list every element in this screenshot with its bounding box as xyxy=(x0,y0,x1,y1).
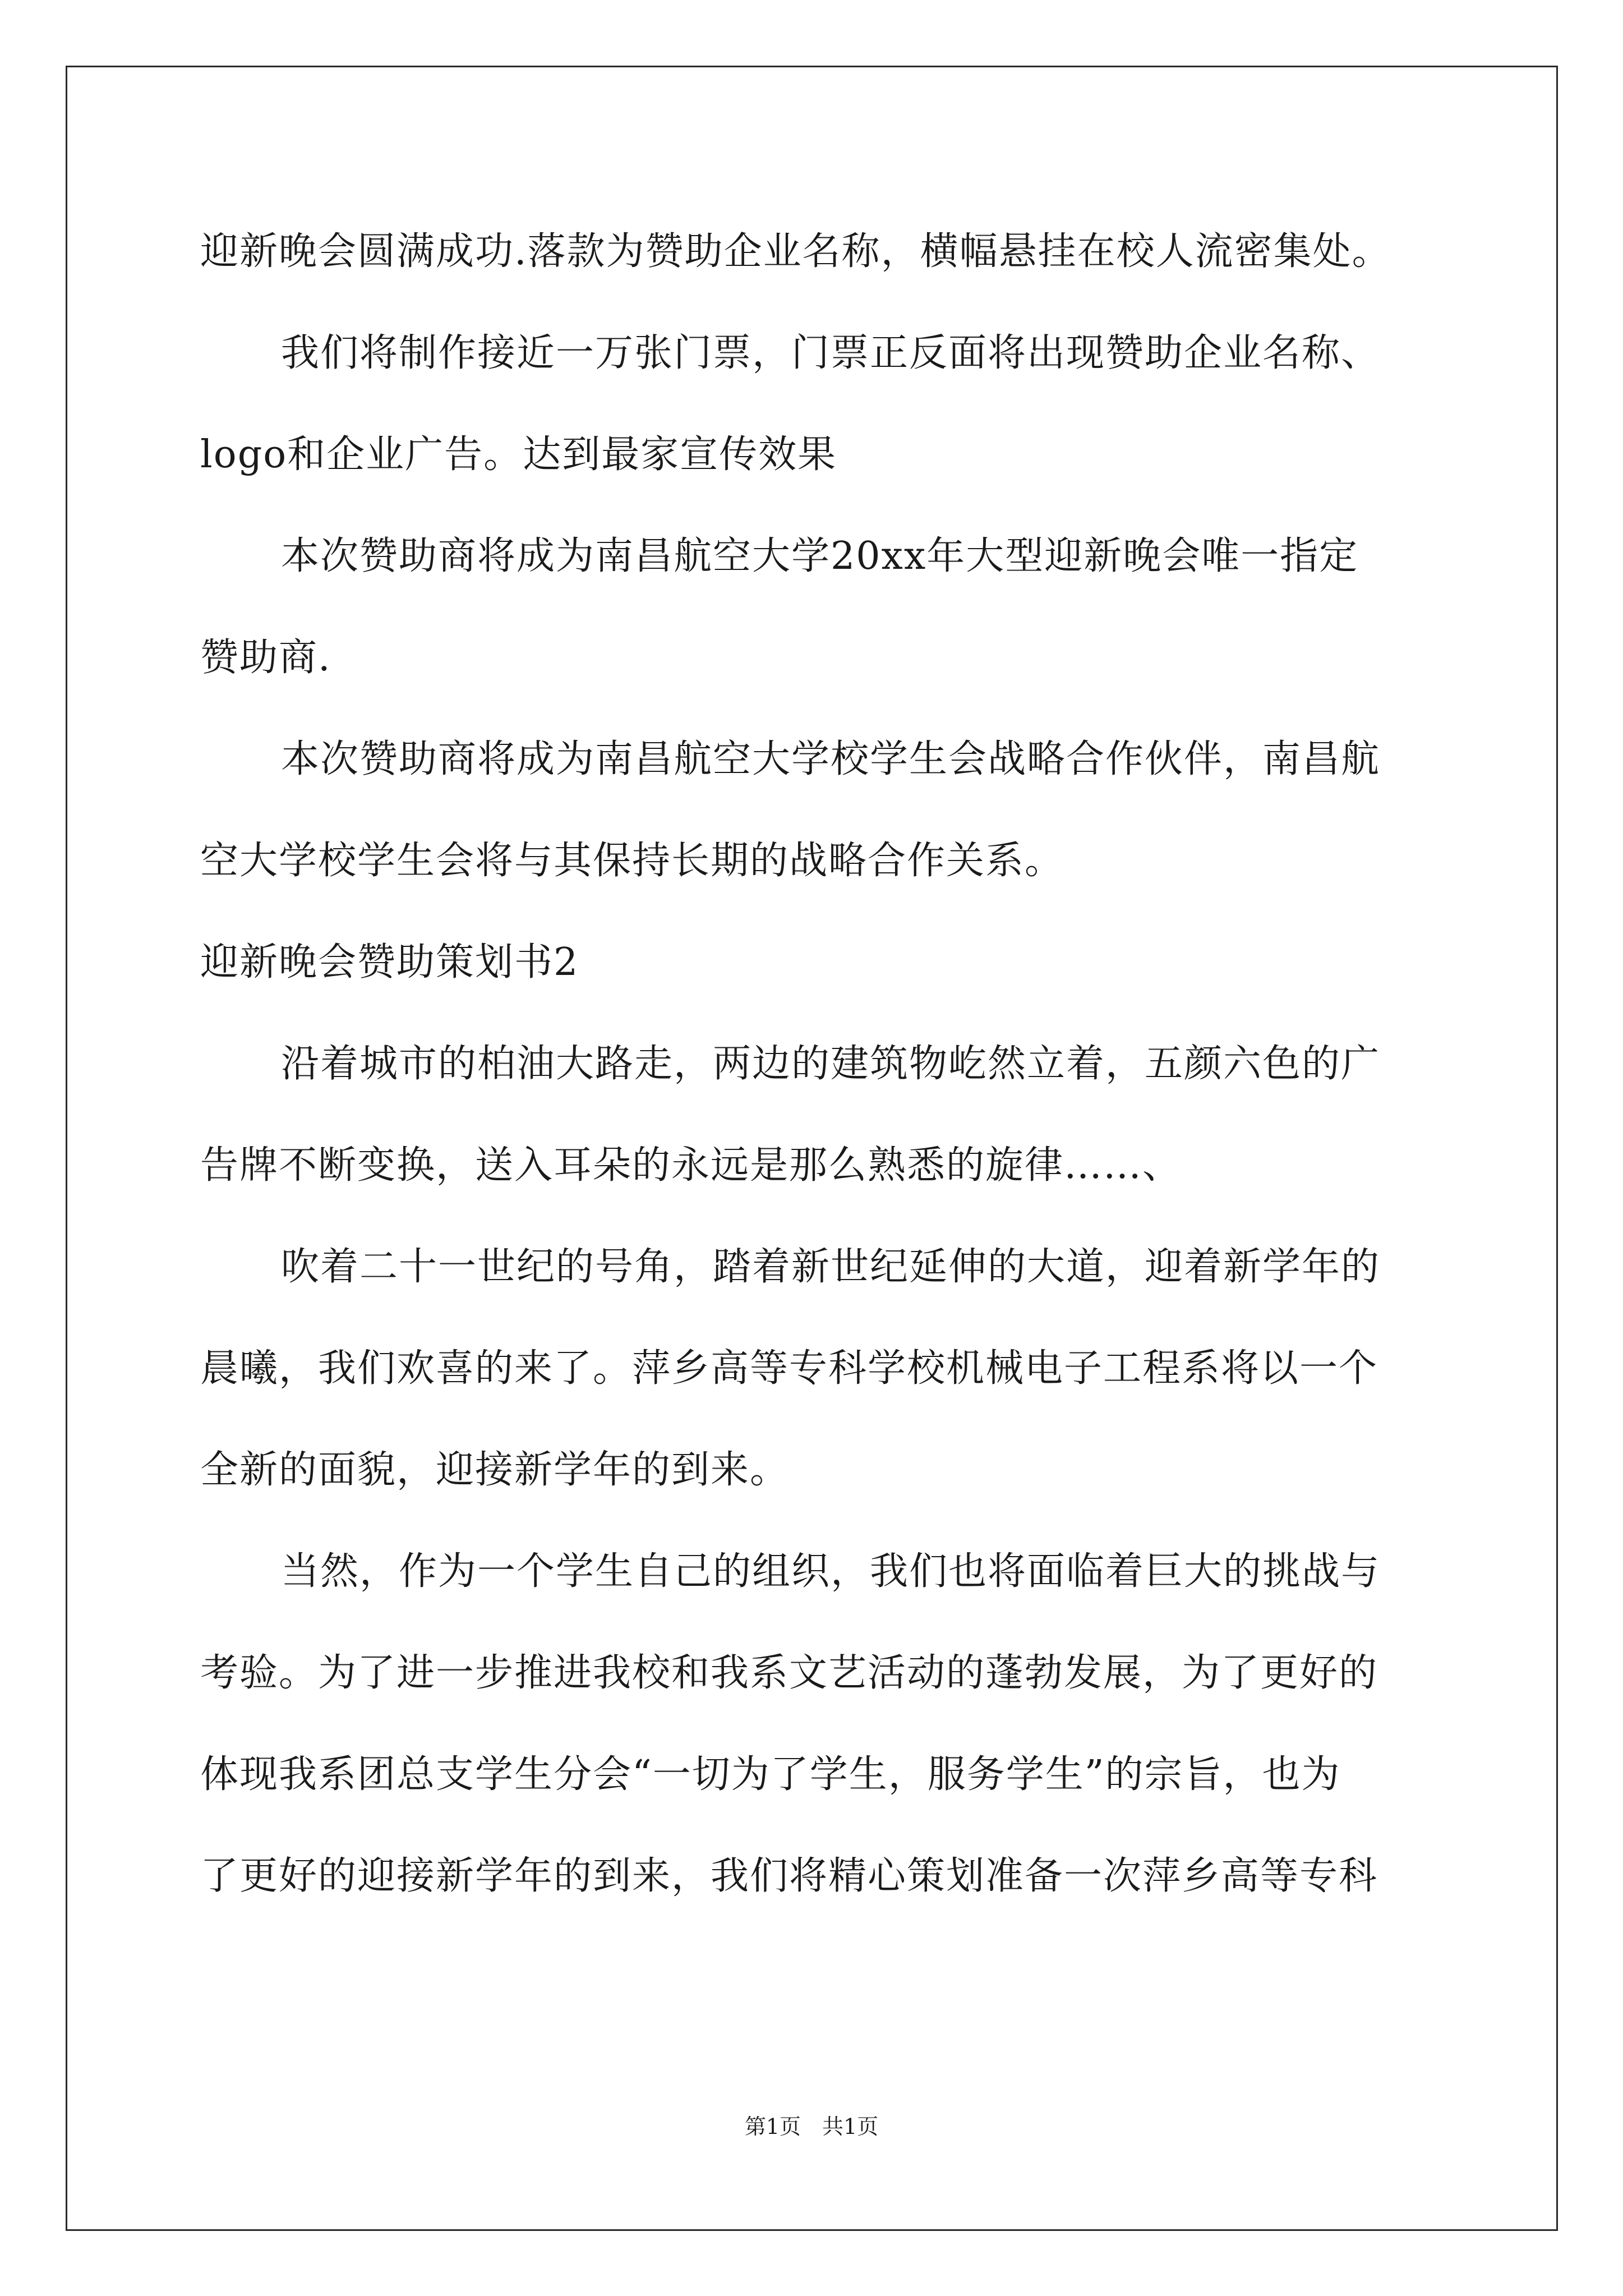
text-line: 我们将制作接近一万张门票，门票正反面将出现赞助企业名称、 xyxy=(281,331,1381,375)
text-line: 考验。为了进一步推进我校和我系文艺活动的蓬勃发展，为了更好的 xyxy=(200,1651,1378,1695)
text-line: 告牌不断变换，送入耳朵的永远是那么熟悉的旋律……、 xyxy=(200,1143,1182,1188)
text-line: 空大学校学生会将与其保持长期的战略合作关系。 xyxy=(200,839,1064,883)
text-line: 了更好的迎接新学年的到来，我们将精心策划准备一次萍乡高等专科 xyxy=(200,1854,1378,1898)
text-line: 赞助商. xyxy=(200,636,331,680)
text-line: 晨曦，我们欢喜的来了。萍乡高等专科学校机械电子工程系将以一个 xyxy=(200,1346,1378,1391)
text-line: 当然，作为一个学生自己的组织，我们也将面临着巨大的挑战与 xyxy=(281,1549,1381,1594)
text-line: logo和企业广告。达到最家宣传效果 xyxy=(200,432,837,477)
page-footer: 第1页 共1页 xyxy=(744,2114,879,2139)
text-line: 本次赞助商将成为南昌航空大学校学生会战略合作伙伴，南昌航 xyxy=(281,737,1381,781)
document-body xyxy=(200,201,1428,1927)
section-heading: 迎新晚会赞助策划书2 xyxy=(200,940,579,984)
text-line: 全新的面貌，迎接新学年的到来。 xyxy=(200,1448,790,1492)
text-line: 迎新晚会圆满成功.落款为赞助企业名称，横幅悬挂在校人流密集处。 xyxy=(200,229,1391,274)
text-line: 吹着二十一世纪的号角，踏着新世纪延伸的大道，迎着新学年的 xyxy=(281,1245,1381,1289)
text-line: 本次赞助商将成为南昌航空大学20xx年大型迎新晚会唯一指定 xyxy=(281,534,1359,578)
text-line: 体现我系团总支学生分会“一切为了学生，服务学生”的宗旨，也为 xyxy=(200,1752,1341,1797)
text-line: 沿着城市的柏油大路走，两边的建筑物屹然立着，五颜六色的广 xyxy=(281,1042,1381,1086)
